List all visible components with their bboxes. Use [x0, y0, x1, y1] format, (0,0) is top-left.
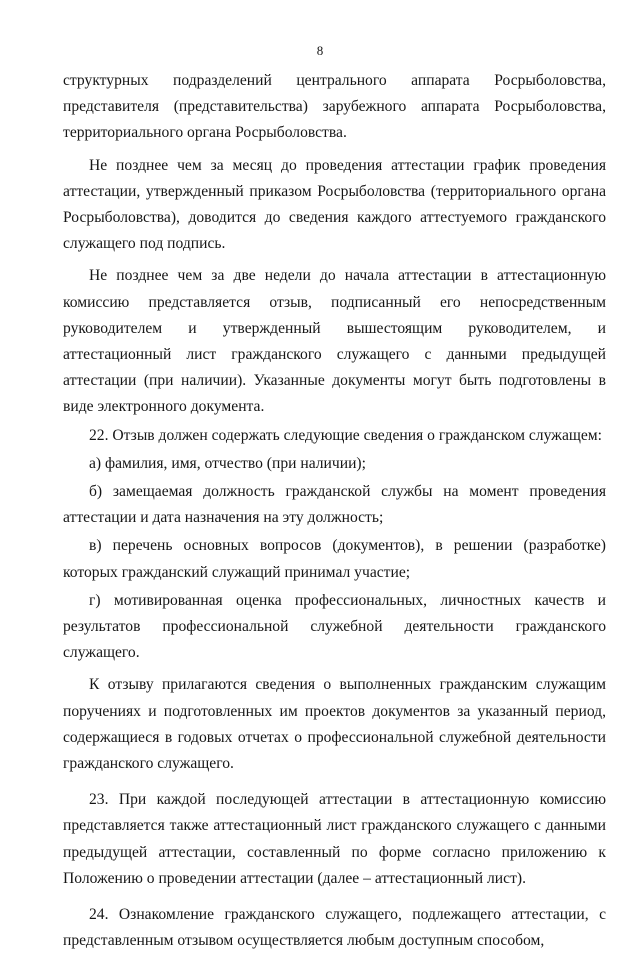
paragraph-item-22-a: а) фамилия, имя, отчество (при наличии);: [89, 454, 366, 472]
paragraph-item-22-b: б) замещаемая должность гражданской службы на момент проведения аттестации и дата назначения на эту должность;: [63, 483, 606, 527]
paragraph-schedule-notice: Не позднее чем за месяц до проведения аттестации график проведения аттестации, утвержденный приказом Росрыболовства (территориального органа Росрыболовства), доводится до сведения каждого аттестуемого гражданского служащего под подпись.: [63, 156, 606, 253]
paragraph-continuation: структурных подразделений центрального аппарата Росрыболовства, представителя (представительства) зарубежного аппарата Росрыболовства, территориального органа Росрыболовства.: [63, 72, 606, 142]
paragraph-review-submission: Не позднее чем за две недели до начала аттестации в аттестационную комиссию представляется отзыв, подписанный его непосредственным руководителем и утвержденный вышестоящим руководителем, и аттестационный лист гражданского служащего с данными предыдущей аттестации (при наличии). Указанные документы могут быть подготовлены в виде электронного документа.: [63, 267, 606, 416]
document-body: [63, 68, 606, 955]
paragraph-item-22: 22. Отзыв должен содержать следующие сведения о гражданском служащем:: [89, 426, 603, 444]
paragraph-item-22-v: в) перечень основных вопросов (документов), в решении (разработке) которых гражданский служащий принимал участие;: [63, 537, 606, 581]
paragraph-review-attachments: К отзыву прилагаются сведения о выполненных гражданским служащим поручениях и подготовленных им проектов документов за указанный период, содержащиеся в годовых отчетах о профессиональной служебной деятельности гражданского служащего.: [63, 676, 606, 773]
paragraph-item-24: 24. Ознакомление гражданского служащего, подлежащего аттестации, с представленным отзывом осуществляется любым доступным способом,: [63, 906, 606, 950]
paragraph-item-22-g: г) мотивированная оценка профессиональных, личностных качеств и результатов профессиональной служебной деятельности гражданского служащего.: [63, 591, 606, 662]
page-number: 8: [316, 43, 324, 58]
paragraph-item-23: 23. При каждой последующей аттестации в аттестационную комиссию представляется также аттестационный лист гражданского служащего с данными предыдущей аттестации, составленный по форме согласно приложению к Положению о проведении аттестации (далее – аттестационный лист).: [63, 791, 606, 887]
